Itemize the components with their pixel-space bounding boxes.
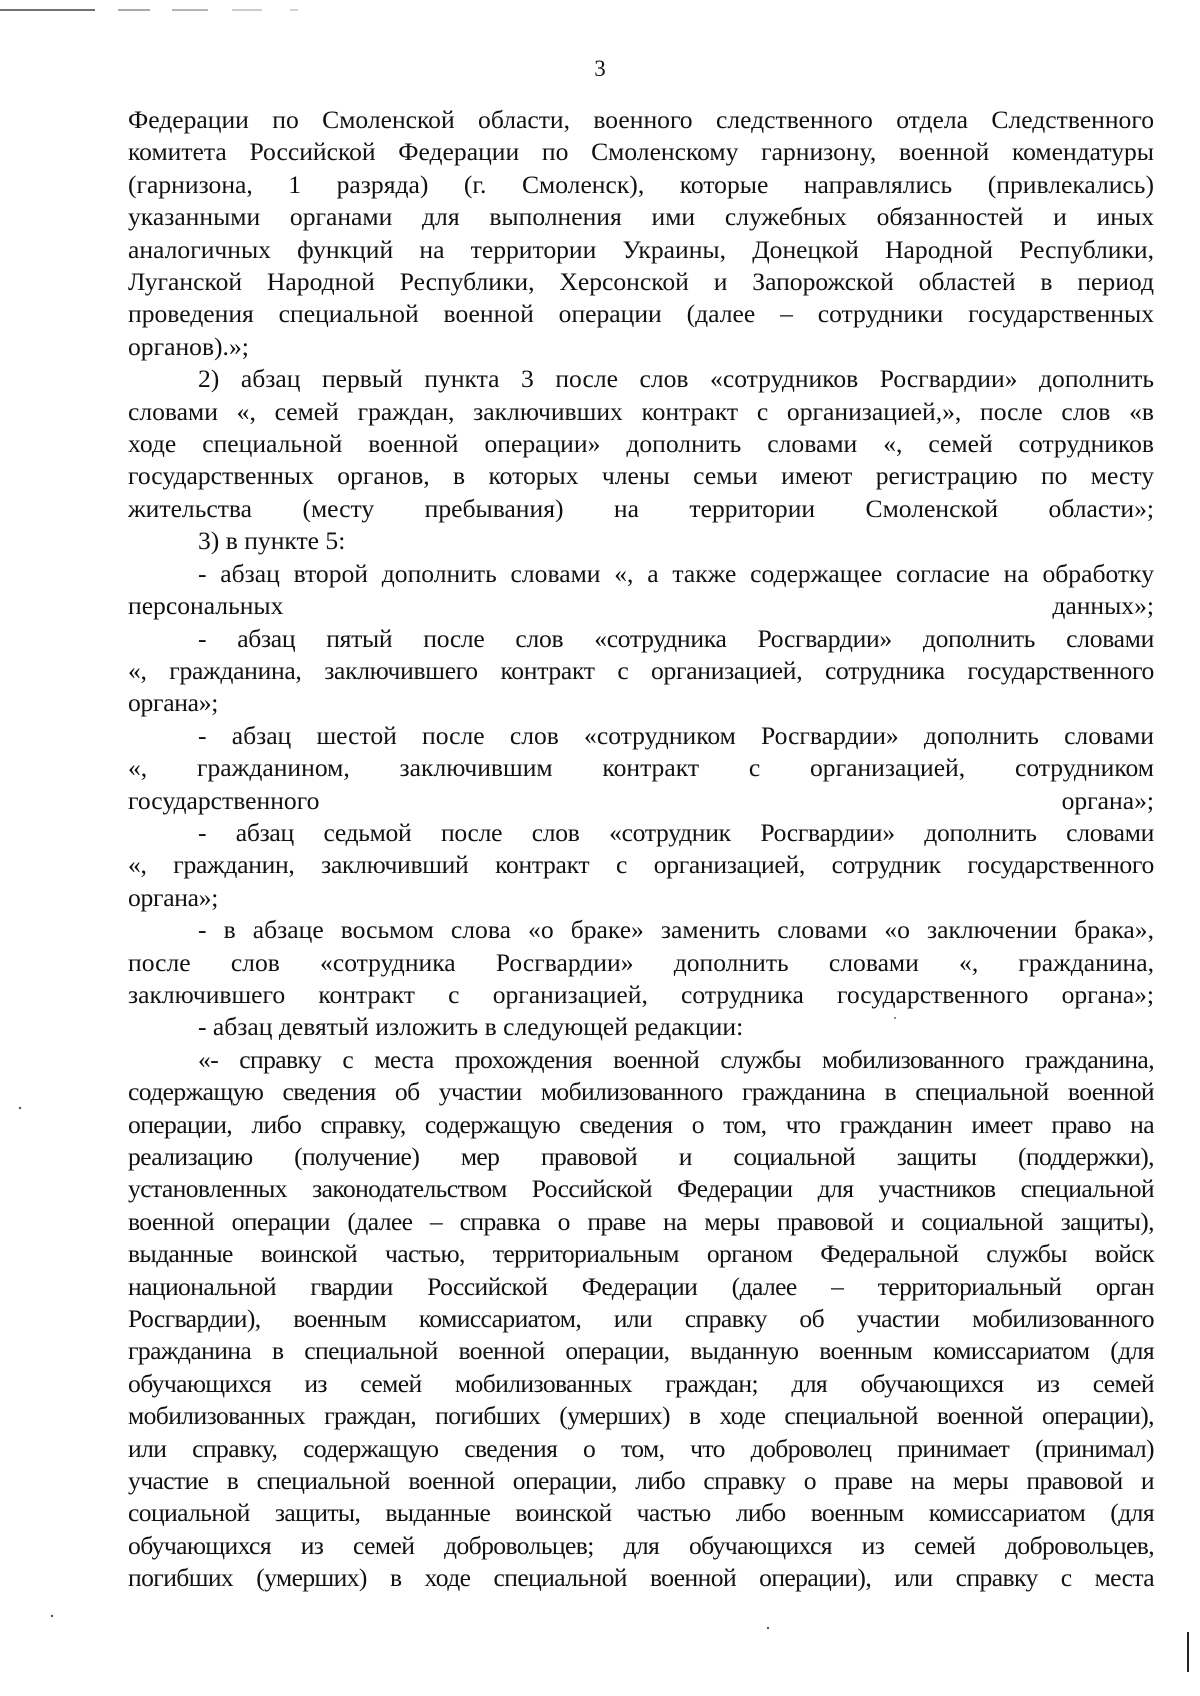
paragraph-subitem-8 bbox=[128, 914, 1154, 1011]
page-number: 3 bbox=[594, 56, 606, 81]
text-line: ходе специальной военной операции» дополнить словами «, семей сотрудников bbox=[128, 429, 1154, 459]
paragraph-subitem-6 bbox=[128, 720, 1154, 817]
paragraph-item-2 bbox=[128, 363, 1154, 525]
text-line-last: органа»; bbox=[128, 688, 219, 718]
text-line: Федерации по Смоленской области, военного следственного отдела Следственного bbox=[128, 105, 1154, 134]
text-line: операции, либо справку, содержащую сведения о том, что гражданин имеет право на bbox=[128, 1109, 1154, 1139]
text-line: «, гражданина, заключившего контракт с организацией, сотрудника государственного bbox=[128, 655, 1154, 685]
paragraph-quoted-text bbox=[128, 1044, 1154, 1595]
text-line: Росгвардии), военным комиссариатом, или справку об участии мобилизованного bbox=[128, 1304, 1154, 1334]
text-line: словами «, семей граждан, заключивших контракт с организацией,», после слов «в bbox=[128, 396, 1154, 426]
text-line: Луганской Народной Республики, Херсонской и Запорожской областей в период bbox=[128, 267, 1154, 297]
text-line: «- справку с места прохождения военной службы мобилизованного гражданина, bbox=[198, 1044, 1154, 1074]
text-line: социальной защиты, выданные воинской частью либо военным комиссариатом (для bbox=[128, 1498, 1154, 1528]
text-line: - в абзаце восьмом слова «о браке» заменить словами «о заключении брака», bbox=[198, 915, 1154, 945]
text-line: или справку, содержащую сведения о том, что доброволец принимает (принимал) bbox=[128, 1433, 1154, 1463]
text-line: после слов «сотрудника Росгвардии» дополнить словами «, гражданина, bbox=[128, 947, 1154, 977]
text-line: - абзац пятый после слов «сотрудника Росгвардии» дополнить словами bbox=[198, 623, 1154, 653]
text-line: комитета Российской Федерации по Смоленскому гарнизону, военной комендатуры bbox=[128, 137, 1154, 167]
text-line: обучающихся из семей мобилизованных граждан; для обучающихся из семей bbox=[128, 1368, 1154, 1398]
text-line: (гарнизона, 1 разряда) (г. Смоленск), которые направлялись (привлекались) bbox=[128, 169, 1154, 199]
text-line-last: органов).»; bbox=[128, 331, 249, 361]
text-line: выданные воинской частью, территориальным органом Федеральной службы войск bbox=[128, 1239, 1154, 1269]
text-line: военной операции (далее – справка о праве на меры правовой и социальной защиты), bbox=[128, 1206, 1154, 1236]
text-line-last: органа»; bbox=[128, 882, 219, 912]
text-line: установленных законодательством Российской Федерации для участников специальной bbox=[128, 1174, 1154, 1204]
text-line: указанными органами для выполнения ими служебных обязанностей и иных bbox=[128, 202, 1154, 232]
text-line: погибших (умерших) в ходе специальной военной операции), или справку с места bbox=[128, 1563, 1154, 1593]
text-line: участие в специальной военной операции, либо справку о праве на меры правовой и bbox=[128, 1466, 1154, 1496]
text-line: содержащую сведения об участии мобилизованного гражданина в специальной военной bbox=[128, 1077, 1154, 1107]
text-line: национальной гвардии Российской Федерации (далее – территориальный орган bbox=[128, 1271, 1154, 1301]
text-line: «, гражданин, заключивший контракт с организацией, сотрудник государственного bbox=[128, 850, 1154, 880]
text-line-last: заключившего контракт с организацией, сотрудника государственного органа»; bbox=[128, 979, 1154, 1009]
document-body bbox=[128, 104, 1154, 1595]
text-line-last: персональных данных»; bbox=[128, 591, 1154, 621]
text-line: реализацию (получение) мер правовой и социальной защиты (поддержки), bbox=[128, 1142, 1154, 1171]
text-line: обучающихся из семей добровольцев; для обучающихся из семей добровольцев, bbox=[128, 1530, 1154, 1560]
text-line: - абзац второй дополнить словами «, а также содержащее согласие на обработку bbox=[198, 558, 1154, 588]
paragraph-subitem-7 bbox=[128, 817, 1154, 914]
paragraph-item-3-heading bbox=[128, 525, 1154, 557]
text-line: «, гражданином, заключившим контракт с организацией, сотрудником bbox=[128, 753, 1154, 783]
text-line: - абзац шестой после слов «сотрудником Росгвардии» дополнить словами bbox=[198, 720, 1154, 750]
paragraph-subitem-9 bbox=[128, 1011, 1154, 1043]
text-line: мобилизованных граждан, погибших (умерших) в ходе специальной военной операции), bbox=[128, 1401, 1154, 1431]
text-line: гражданина в специальной военной операции, выданную военным комиссариатом (для bbox=[128, 1336, 1154, 1366]
paragraph-subitem-2 bbox=[128, 558, 1154, 623]
text-line-last: - абзац девятый изложить в следующей редакции: bbox=[198, 1012, 744, 1042]
text-line: государственных органов, в которых члены семьи имеют регистрацию по месту bbox=[128, 461, 1154, 491]
text-line: - абзац седьмой после слов «сотрудник Росгвардии» дополнить словами bbox=[198, 817, 1154, 847]
text-line-last: 3) в пункте 5: bbox=[198, 526, 346, 556]
paragraph-continuation bbox=[128, 104, 1154, 363]
text-line: 2) абзац первый пункта 3 после слов «сотрудников Росгвардии» дополнить bbox=[198, 364, 1154, 394]
scan-edge-marks bbox=[0, 0, 320, 20]
text-line-last: жительства (месту пребывания) на территории Смоленской области»; bbox=[128, 493, 1154, 523]
text-line: проведения специальной военной операции (далее – сотрудники государственных bbox=[128, 299, 1154, 329]
paragraph-subitem-5 bbox=[128, 623, 1154, 720]
text-line: аналогичных функций на территории Украины, Донецкой Народной Республики, bbox=[128, 234, 1154, 264]
text-line-last: государственного органа»; bbox=[128, 785, 1154, 815]
